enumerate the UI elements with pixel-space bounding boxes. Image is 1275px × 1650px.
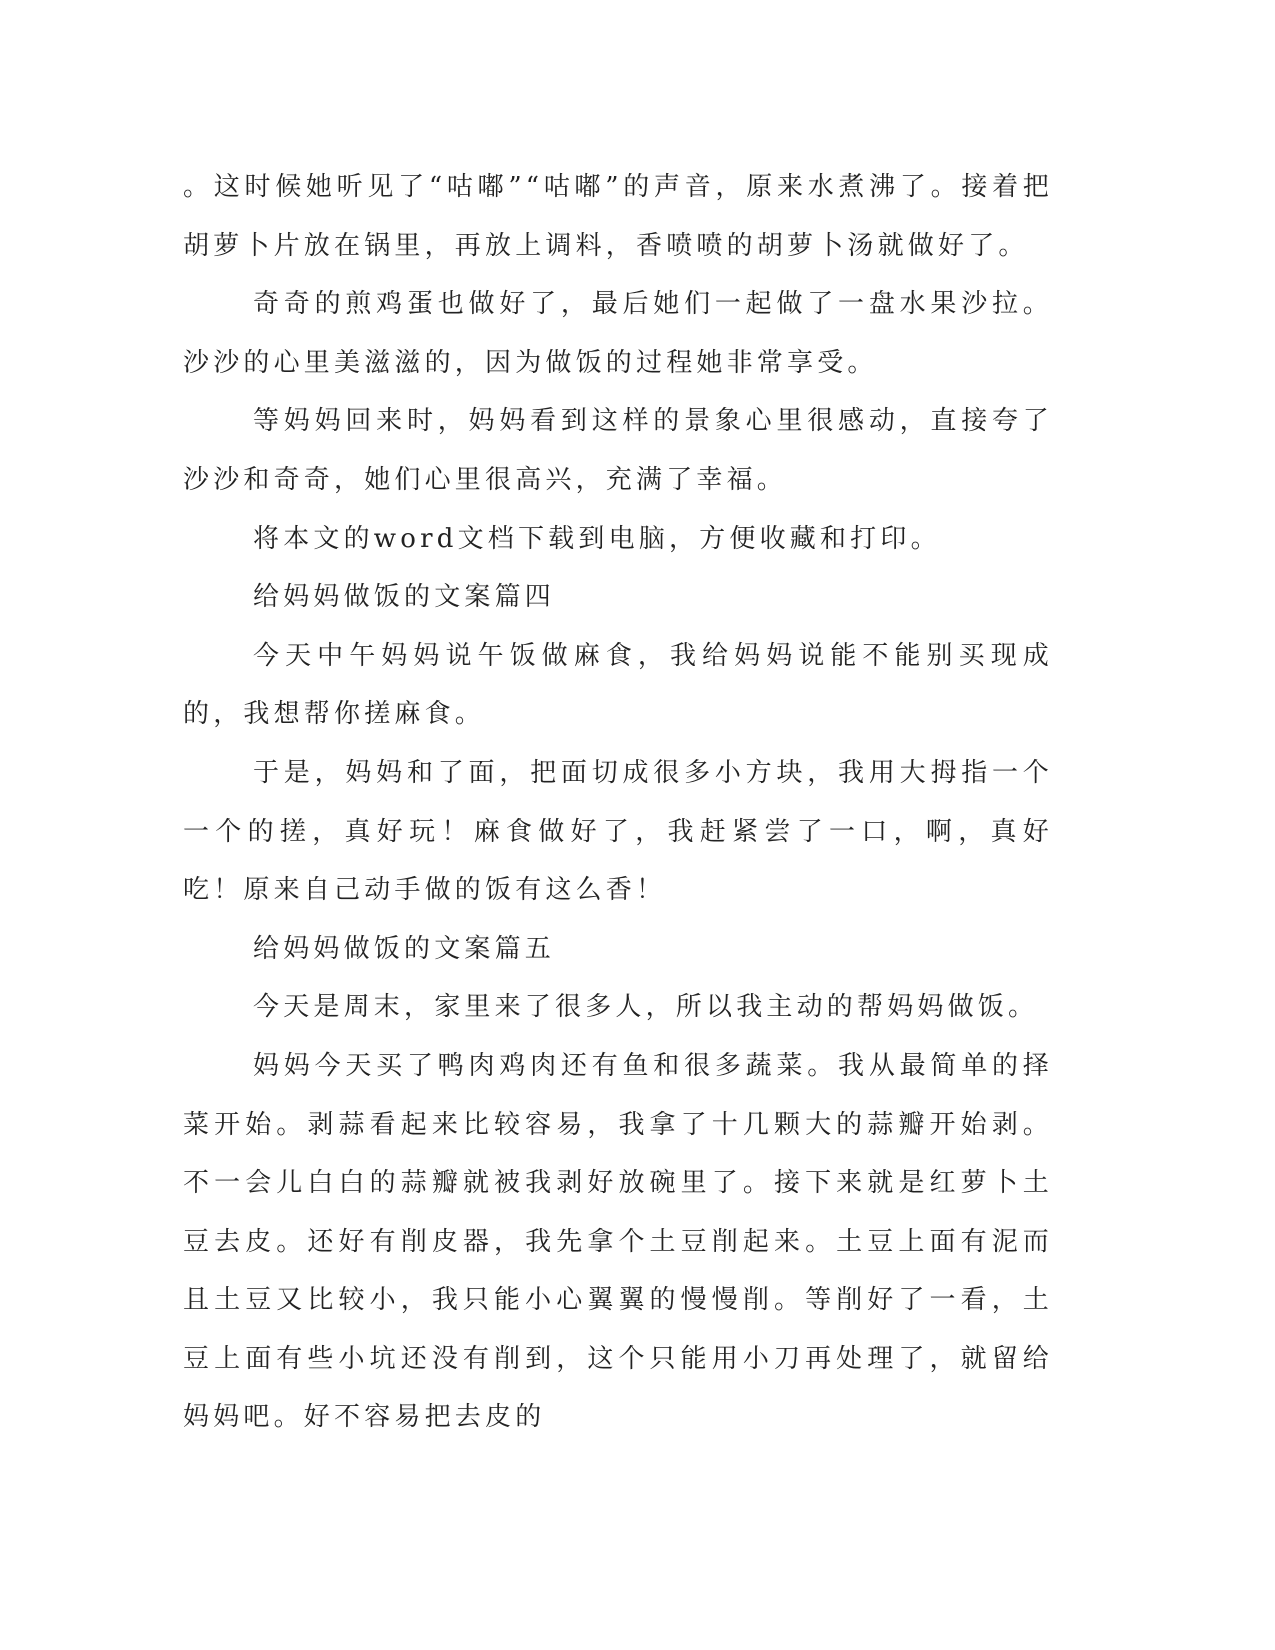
paragraph-6: 今天中午妈妈说午饭做麻食，我给妈妈说能不能别买现成的，我想帮你搓麻食。	[183, 640, 1053, 730]
download-note: 将本文的word文档下载到电脑，方便收藏和打印。	[253, 523, 941, 554]
section-heading-4: 给妈妈做饭的文案篇四	[253, 582, 556, 613]
paragraph-10: 妈妈今天买了鸭肉鸡肉还有鱼和很多蔬菜。我从最简单的择菜开始。剥蒜看起来比较容易，我拿了十几颗大的蒜瓣开始剥。不一会儿白白的蒜瓣就被我剥好放碗里了。接下来就是红萝卜土豆去皮。还好有削皮器，我先拿个土豆削起来。土豆上面有泥而且土豆又比较小，我只能小心翼翼的慢慢削。等削好了一看，土豆上面有些小坑还没有削到，这个只能用小刀再处理了，就留给妈妈吧。好不容易把去皮的	[183, 1050, 1053, 1433]
paragraph-1: 。这时候她听见了“咕嘟”“咕嘟”的声音，原来水煮沸了。接着把胡萝卜片放在锅里，再放上调料，香喷喷的胡萝卜汤就做好了。	[183, 172, 1053, 261]
paragraph-3: 等妈妈回来时，妈妈看到这样的景象心里很感动，直接夸了沙沙和奇奇，她们心里很高兴，充满了幸福。	[183, 406, 1053, 495]
paragraph-7: 于是，妈妈和了面，把面切成很多小方块，我用大拇指一个一个的搓，真好玩！麻食做好了，我赶紧尝了一口，啊，真好吃！原来自己动手做的饭有这么香！	[183, 757, 1053, 906]
paragraph-9: 今天是周末，家里来了很多人，所以我主动的帮妈妈做饭。	[253, 992, 1039, 1023]
document-body	[183, 158, 1053, 1447]
section-heading-5: 给妈妈做饭的文案篇五	[253, 933, 556, 964]
paragraph-2: 奇奇的煎鸡蛋也做好了，最后她们一起做了一盘水果沙拉。沙沙的心里美滋滋的，因为做饭的过程她非常享受。	[183, 289, 1053, 378]
